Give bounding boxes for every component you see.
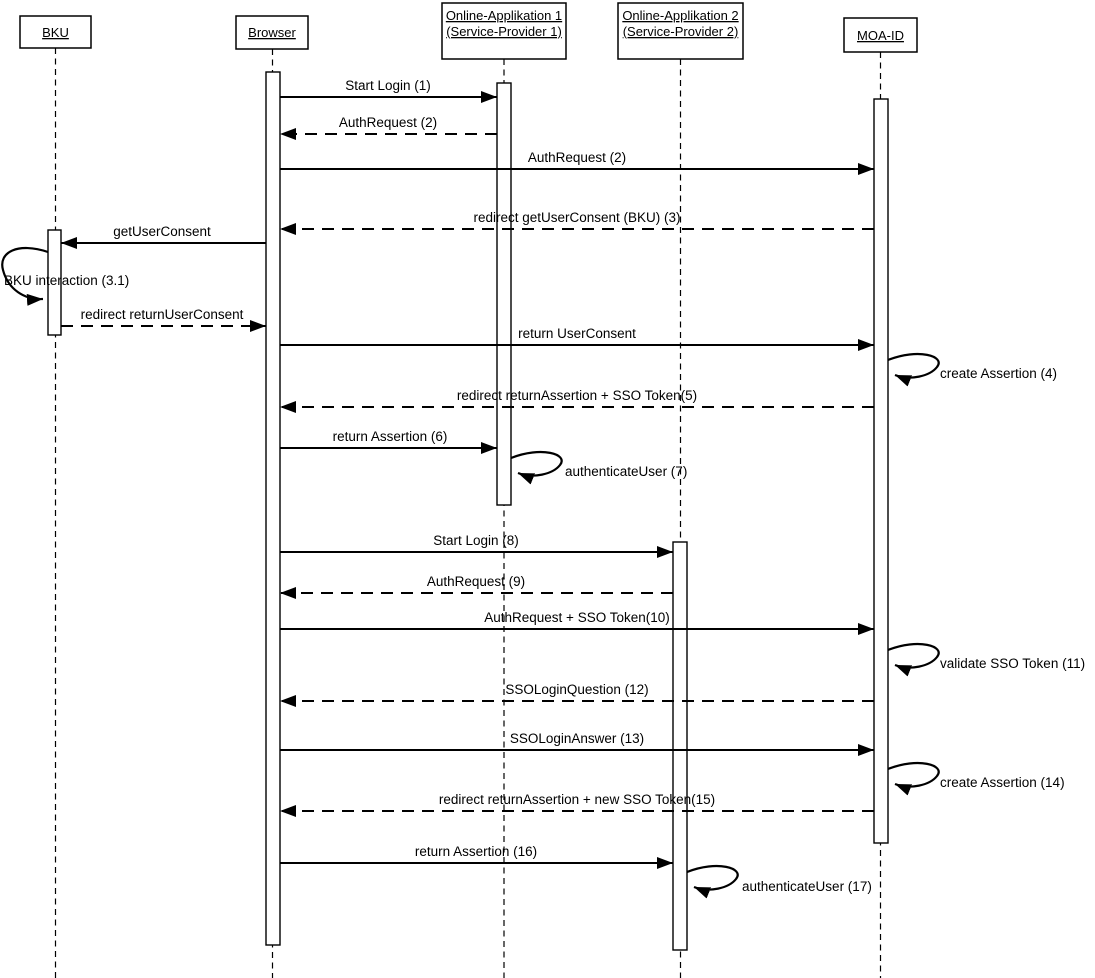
activation-bars <box>48 72 888 950</box>
msg-21-label: authenticateUser (17) <box>742 879 872 894</box>
messages <box>2 78 1085 894</box>
actors <box>20 3 917 59</box>
msg-validate-sso-token-11-self <box>888 644 1085 671</box>
msg-ssologinanswer-13 <box>280 731 874 750</box>
msg-21-self-loop <box>687 866 738 890</box>
msg-10-label: return Assertion (6) <box>332 429 448 444</box>
msg-9-label: redirect returnAssertion + SSO Token(5) <box>456 388 698 403</box>
msg-bku-interaction-self <box>2 248 129 299</box>
msg-redirect-returnassertion-sso-5 <box>280 388 874 407</box>
msg-15-self-loop <box>888 644 939 668</box>
msg-create-assertion-4-self <box>888 354 1057 381</box>
msg-authenticateuser-17-self <box>687 866 872 894</box>
msg-return-userconsent <box>280 326 874 345</box>
msg-authrequest-2-return <box>280 115 497 134</box>
msg-2-label: AuthRequest (2) <box>527 150 627 165</box>
actor-oa2-label: Online-Applikation 2 <box>622 8 739 23</box>
actor-moaid-label: MOA-ID <box>857 28 904 43</box>
msg-16-label: SSOLoginQuestion (12) <box>505 682 649 697</box>
msg-return-assertion-6 <box>280 429 497 448</box>
msg-getuserconsent <box>61 224 266 243</box>
msg-create-assertion-14-self <box>888 763 1065 790</box>
activation-browser <box>266 72 280 945</box>
activation-moaid <box>874 99 888 843</box>
actor-browser-label: Browser <box>248 25 296 40</box>
msg-11-self-loop <box>511 452 562 476</box>
msg-authrequest-2-forward <box>280 150 874 169</box>
msg-8-self-loop <box>888 354 939 378</box>
msg-18-label: create Assertion (14) <box>940 775 1065 790</box>
actor-bku <box>20 16 91 48</box>
msg-8-label: create Assertion (4) <box>940 366 1058 381</box>
msg-start-login-8 <box>280 533 673 552</box>
msg-redirect-returnuserconsent <box>61 307 266 326</box>
msg-4-label: getUserConsent <box>113 224 211 239</box>
actor-oa1-sublabel: (Service-Provider 1) <box>446 24 562 39</box>
actor-oa1-label: Online-Applikation 1 <box>445 8 563 23</box>
msg-5-label: BKU interaction (3.1) <box>4 273 130 288</box>
msg-redirect-returnassertion-new-sso-15 <box>280 792 874 811</box>
msg-1-label: AuthRequest (2) <box>338 115 438 130</box>
msg-6-label: redirect returnUserConsent <box>80 307 244 322</box>
msg-7-label: return UserConsent <box>518 326 636 341</box>
msg-return-assertion-16 <box>280 844 673 863</box>
msg-19-label: redirect returnAssertion + new SSO Token(15) <box>438 792 716 807</box>
msg-authrequest-sso-token-10 <box>280 610 874 629</box>
msg-12-label: Start Login (8) <box>433 533 519 548</box>
actor-oa1 <box>442 3 566 59</box>
msg-3-label: redirect getUserConsent (BKU) (3) <box>473 210 681 225</box>
msg-ssologinquestion-12 <box>280 682 874 701</box>
msg-13-label: AuthRequest (9) <box>426 574 526 589</box>
lifelines <box>56 48 881 978</box>
actor-bku-label: BKU <box>42 25 69 40</box>
actor-oa2 <box>618 3 743 59</box>
msg-14-label: AuthRequest + SSO Token(10) <box>484 610 670 625</box>
msg-start-login-1 <box>280 78 497 97</box>
msg-18-self-loop <box>888 763 939 787</box>
actor-moaid <box>844 18 917 52</box>
msg-11-label: authenticateUser (7) <box>565 464 688 479</box>
msg-20-label: return Assertion (16) <box>414 844 538 859</box>
actor-browser <box>236 16 308 49</box>
msg-redirect-getuserconsent-3 <box>280 210 874 229</box>
activation-oa2 <box>673 542 687 950</box>
actor-oa2-sublabel: (Service-Provider 2) <box>622 24 739 39</box>
msg-17-label: SSOLoginAnswer (13) <box>509 731 645 746</box>
msg-0-label: Start Login (1) <box>345 78 431 93</box>
msg-15-label: validate SSO Token (11) <box>940 656 1086 671</box>
msg-authrequest-9 <box>280 574 673 593</box>
activation-oa1 <box>497 83 511 505</box>
msg-authenticateuser-7-self <box>511 452 687 479</box>
